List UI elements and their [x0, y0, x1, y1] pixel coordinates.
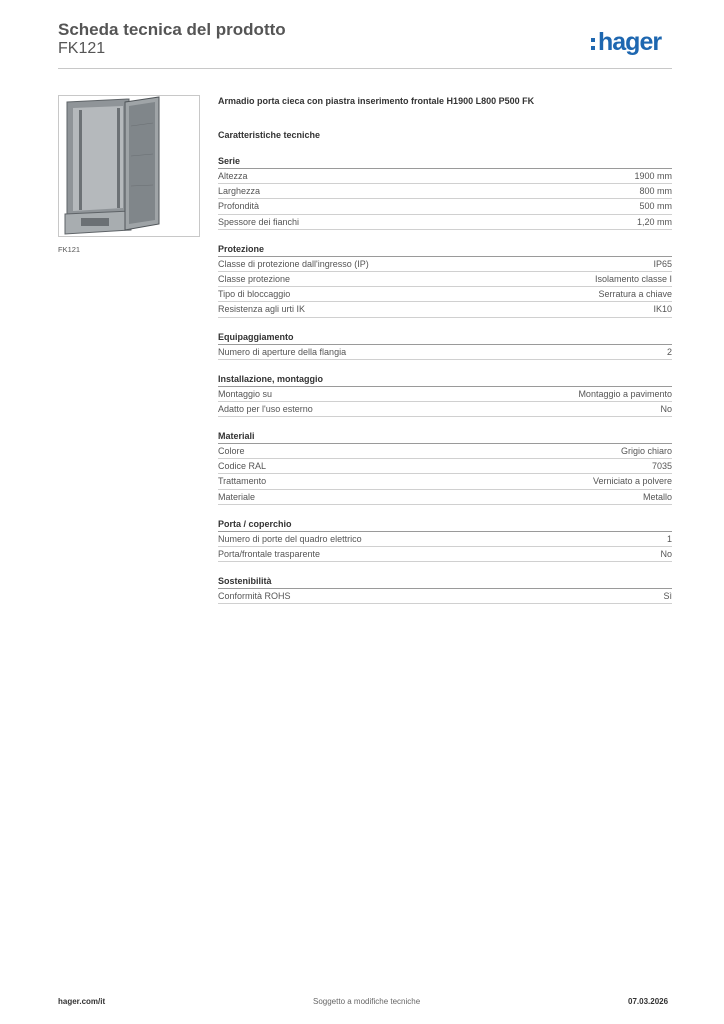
spec-label: Larghezza — [218, 186, 261, 197]
spec-label: Altezza — [218, 171, 248, 181]
spec-row — [218, 589, 672, 604]
hager-logo — [591, 28, 661, 56]
spec-label: Resistenza agli urti IK — [218, 304, 306, 315]
spec-value: Metallo — [642, 491, 672, 502]
spec-value: 800 mm — [639, 186, 672, 197]
spec-value: 1,20 mm — [636, 216, 672, 227]
spec-value: IK10 — [653, 304, 672, 315]
spec-label: Numero di aperture della flangia — [218, 346, 347, 357]
spec-row — [218, 215, 672, 230]
spec-row — [218, 490, 672, 505]
spec-row — [218, 459, 672, 474]
spec-row — [218, 345, 672, 360]
spec-label: Adatto per l'uso esterno — [218, 403, 313, 414]
spec-row — [218, 199, 672, 214]
spec-value: 2 — [666, 346, 672, 357]
spec-sections — [218, 154, 672, 604]
footer-website-link[interactable]: hager.com/it — [58, 997, 106, 1006]
specs-content — [218, 94, 672, 604]
spec-label: Spessore dei fianchi — [218, 216, 300, 227]
spec-row — [218, 169, 672, 184]
product-code: FK121 — [58, 40, 106, 57]
spec-value: Grigio chiaro — [620, 446, 672, 457]
enclosure-cabinet-image — [58, 95, 200, 237]
footer-note: Soggetto a modifiche tecniche — [313, 997, 421, 1006]
spec-value: No — [660, 549, 672, 559]
spec-label: Porta/frontale trasparente — [218, 549, 321, 559]
spec-value: Serratura a chiave — [598, 289, 672, 300]
spec-row — [218, 272, 672, 287]
page-title: Scheda tecnica del prodotto — [58, 20, 286, 39]
section-heading: Protezione — [218, 242, 672, 257]
spec-section — [218, 429, 672, 505]
characteristics-heading: Caratteristiche tecniche — [218, 130, 321, 140]
section-heading: Serie — [218, 154, 672, 169]
spec-row — [218, 287, 672, 302]
spec-value: 7035 — [651, 461, 672, 472]
image-caption: FK121 — [58, 245, 81, 254]
spec-row — [218, 532, 672, 547]
spec-label: Codice RAL — [218, 461, 267, 472]
spec-value: 1 — [666, 533, 672, 544]
spec-label: Materiale — [218, 491, 256, 502]
spec-label: Classe protezione — [218, 273, 291, 284]
spec-value: 500 mm — [639, 201, 672, 212]
product-title: Armadio porta cieca con piastra inserimento frontale H1900 L800 P500 FK — [218, 96, 535, 106]
spec-row — [218, 257, 672, 272]
spec-section — [218, 242, 672, 318]
spec-value: 1900 mm — [634, 171, 672, 181]
section-heading: Sostenibilità — [218, 574, 672, 589]
spec-value: Montaggio a pavimento — [578, 388, 672, 399]
spec-row — [218, 402, 672, 417]
spec-label: Tipo di bloccaggio — [218, 289, 291, 300]
spec-row — [218, 547, 672, 562]
spec-label: Colore — [218, 446, 245, 457]
spec-label: Montaggio su — [218, 388, 273, 399]
header-divider — [58, 68, 672, 69]
spec-value: Verniciato a polvere — [592, 476, 672, 487]
spec-section — [218, 372, 672, 417]
spec-section — [218, 574, 672, 604]
spec-row — [218, 474, 672, 489]
spec-section — [218, 154, 672, 230]
spec-label: Profondità — [218, 201, 260, 212]
spec-label: Numero di porte del quadro elettrico — [218, 533, 362, 544]
spec-label: Conformità ROHS — [218, 591, 291, 602]
section-heading: Installazione, montaggio — [218, 372, 672, 387]
section-heading: Materiali — [218, 429, 672, 444]
spec-value: No — [660, 403, 672, 414]
logo-dots-icon — [591, 38, 595, 50]
logo-wordmark: hager — [598, 28, 662, 56]
spec-label: Trattamento — [218, 476, 267, 487]
spec-label: Classe di protezione dall'ingresso (IP) — [218, 258, 369, 269]
spec-row — [218, 444, 672, 459]
section-heading: Porta / coperchio — [218, 517, 672, 532]
spec-section — [218, 330, 672, 360]
spec-row — [218, 302, 672, 317]
spec-value: IP65 — [653, 258, 672, 269]
footer-date: 07.03.2026 — [628, 997, 669, 1006]
spec-row — [218, 387, 672, 402]
spec-value: Sì — [663, 591, 672, 602]
spec-row — [218, 184, 672, 199]
section-heading: Equipaggiamento — [218, 330, 672, 345]
spec-section — [218, 517, 672, 562]
spec-value: Isolamento classe I — [594, 273, 672, 284]
